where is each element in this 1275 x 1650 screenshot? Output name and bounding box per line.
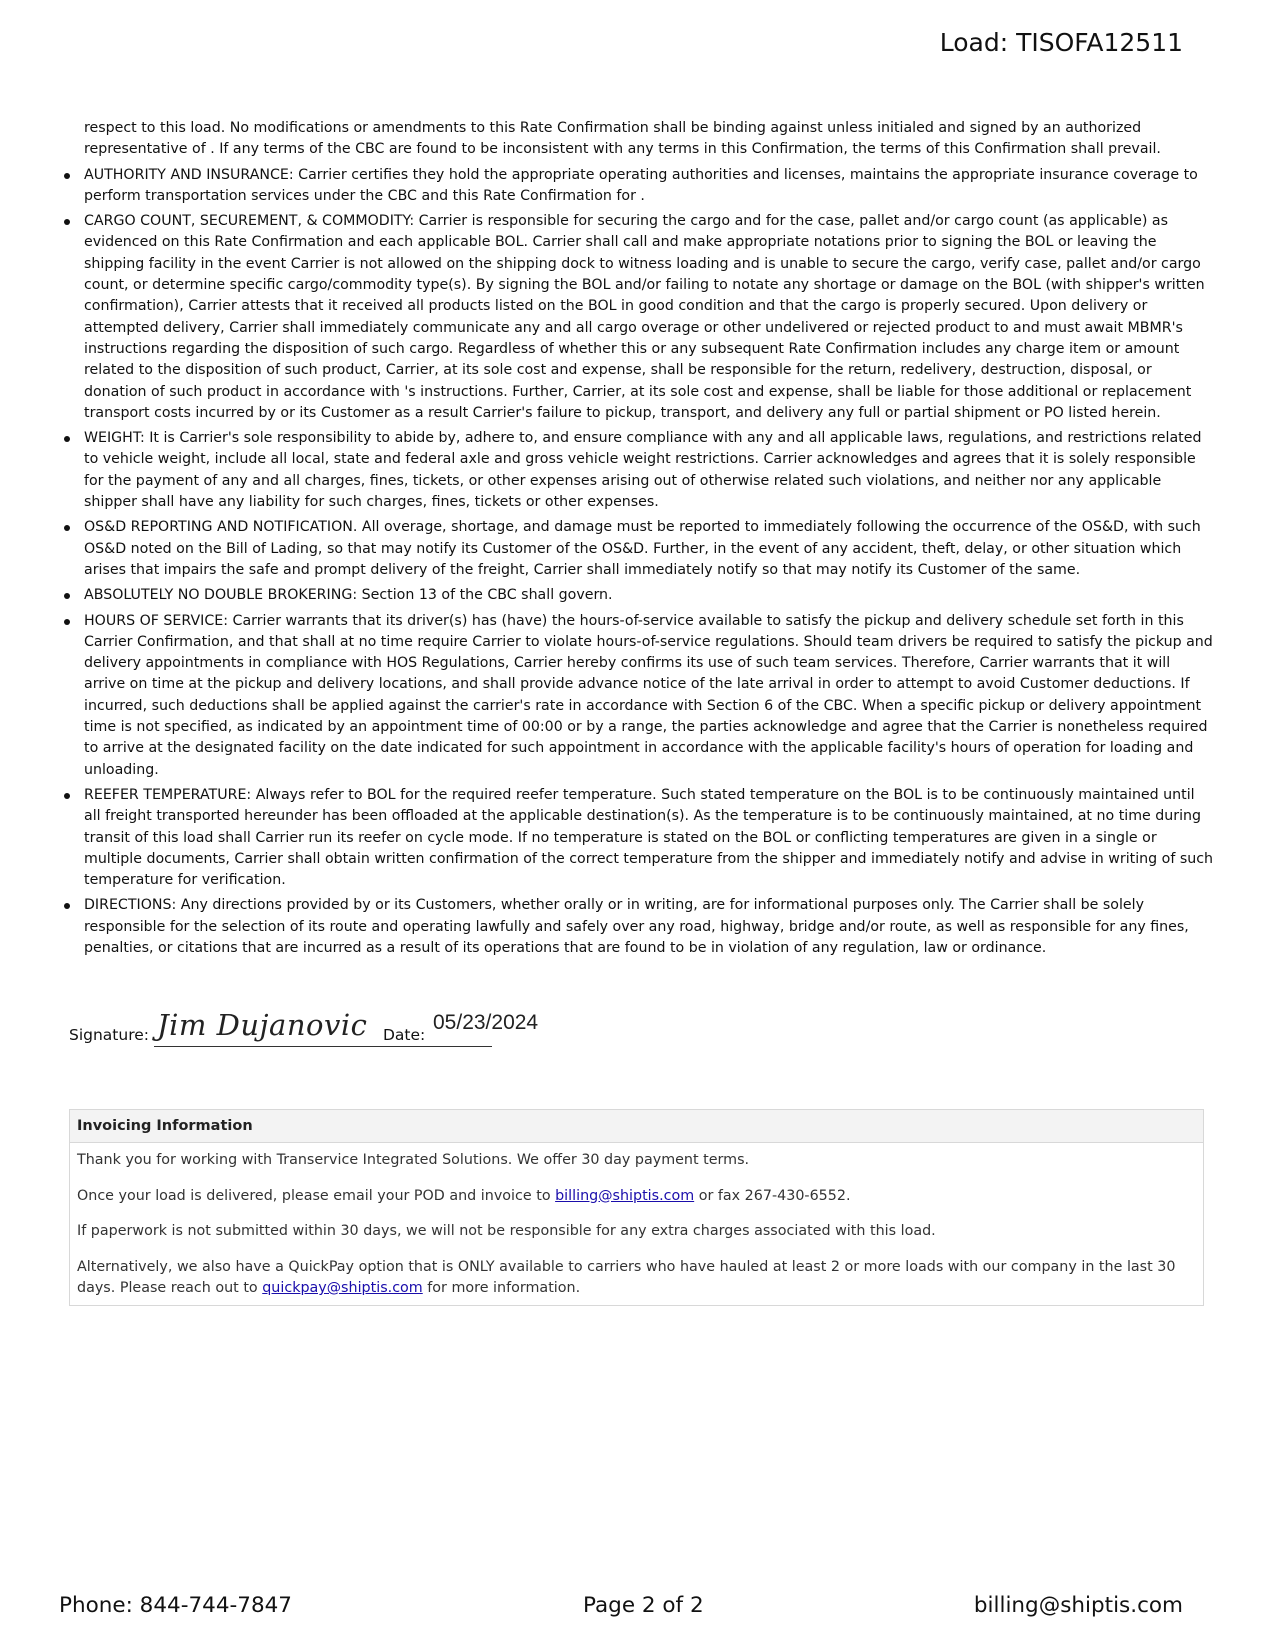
term-osd-reporting: OS&D REPORTING AND NOTIFICATION. All overage, shortage, and damage must be reported to immediately following the occurrence of the OS&D, with such OS&D noted on the Bill of Lading, so that may notify its Customer of the OS&D. Further, in the event of any accident, theft, delay, or other situation which arises that impairs the safe and prompt delivery of the freight, Carrier shall immediately notify so that may notify its Customer of the same. <box>84 517 1214 581</box>
quickpay-email-link[interactable]: quickpay@shiptis.com <box>262 1280 423 1296</box>
invoicing-body <box>70 1143 1203 1300</box>
handwritten-signature: Jim Dujanovic <box>157 1008 368 1042</box>
footer-email: billing@shiptis.com <box>973 1593 1183 1618</box>
terms-section <box>84 118 1214 963</box>
quickpay-text: Alternatively, we also have a QuickPay option that is ONLY available to carriers who have hauled at least 2 or more loads with our company in the last 30 days. Please reach out to <box>77 1258 1176 1296</box>
footer-phone: Phone: 844-744-7847 <box>59 1593 292 1618</box>
date-value: 05/23/2024 <box>433 1011 539 1034</box>
date-label: Date: <box>383 1026 426 1044</box>
term-weight: WEIGHT: It is Carrier's sole responsibility to abide by, adhere to, and ensure compliance with any and all applicable laws, regulations, and restrictions related to vehicle weight, include all local, state and federal axle and gross vehicle weight restrictions. Carrier acknowledges and agrees that it is solely responsible for the payment of any and all charges, fines, tickets, or other expenses arising out of otherwise related such violations, and neither nor any applicable shipper shall have any liability for such charges, fines, tickets or other expenses. <box>84 428 1214 513</box>
signature-line <box>154 1046 448 1047</box>
invoicing-fax-text: or fax 267-430-6552. <box>694 1187 851 1204</box>
invoicing-thanks: Thank you for working with Transervice Integrated Solutions. We offer 30 day payment terms. <box>77 1152 750 1168</box>
term-reefer-temperature: REEFER TEMPERATURE: Always refer to BOL for the required reefer temperature. Such stated temperature on the BOL is to be continuously maintained until all freight transported hereunder has been offloaded at the applicable destination(s). As the temperature is to be continuously maintained, at no time during transit of this load shall Carrier run its reefer on cycle mode. If no temperature is stated on the BOL or conflicting temperatures are given in a single or multiple documents, Carrier shall obtain written confirmation of the correct temperature from the shipper and immediately notify and advise in writing of such temperature for verification. <box>84 785 1214 891</box>
term-hours-of-service: HOURS OF SERVICE: Carrier warrants that its driver(s) has (have) the hours-of-service available to satisfy the pickup and delivery schedule set forth in this Carrier Confirmation, and that shall at no time require Carrier to violate hours-of-service regulations. Should team drivers be required to satisfy the pickup and delivery appointments in compliance with HOS Regulations, Carrier hereby confirms its use of such team services. Therefore, Carrier warrants that it will arrive on time at the pickup and delivery locations, and shall provide advance notice of the late arrival in order to attempt to avoid Customer deductions. If incurred, such deductions shall be applied against the carrier's rate in accordance with Section 6 of the CBC. When a specific pickup or delivery appointment time is not specified, as indicated by an appointment time of 00:00 or by a range, the parties acknowledge and agree that the Carrier is nonetheless required to arrive at the designated facility on the date indicated for such appointment in accordance with the applicable facility's hours of operation for loading and unloading. <box>84 611 1214 781</box>
billing-email-link[interactable]: billing@shiptis.com <box>555 1187 695 1204</box>
invoicing-quickpay <box>77 1257 1196 1300</box>
term-authority-insurance: AUTHORITY AND INSURANCE: Carrier certifies they hold the appropriate operating authorities and licenses, maintains the appropriate insurance coverage to perform transportation services under the CBC and this Rate Confirmation for . <box>84 165 1214 208</box>
signature-label: Signature: <box>69 1026 149 1044</box>
footer-page-number: Page 2 of 2 <box>583 1593 704 1618</box>
term-no-double-brokering: ABSOLUTELY NO DOUBLE BROKERING: Section 13 of the CBC shall govern. <box>84 585 1214 606</box>
invoicing-delivery-text: Once your load is delivered, please email your POD and invoice to <box>77 1187 556 1204</box>
invoicing-deadline: If paperwork is not submitted within 30 days, we will not be responsible for any extra charges associated with this load. <box>77 1223 936 1239</box>
signature-row <box>69 1008 669 1048</box>
invoicing-information-box <box>69 1109 1204 1306</box>
load-number: Load: TISOFA12511 <box>939 28 1183 57</box>
term-directions: DIRECTIONS: Any directions provided by or its Customers, whether orally or in writing, are for informational purposes only. The Carrier shall be solely responsible for the selection of its route and operating lawfully and safely over any road, highway, bridge and/or route, as well as responsible for any fines, penalties, or citations that are incurred as a result of its operations that are found to be in violation of any regulation, law or ordinance. <box>84 895 1214 959</box>
quickpay-more-info-text: for more information. <box>422 1280 581 1296</box>
invoicing-delivery-instructions <box>77 1186 1196 1208</box>
term-cargo-count: CARGO COUNT, SECUREMENT, & COMMODITY: Carrier is responsible for securing the cargo and for the case, pallet and/or cargo count (as applicable) as evidenced on this Rate Confirmation and each applicable BOL. Carrier shall call and make appropriate notations prior to signing the BOL or leaving the shipping facility in the event Carrier is not allowed on the shipping dock to witness loading and is unable to secure the cargo, verify case, pallet and/or cargo count, or determine specific cargo/commodity type(s). By signing the BOL and/or failing to notate any shortage or damage on the BOL (with shipper's written confirmation), Carrier attests that it received all products listed on the BOL in good condition and that the cargo is properly secured. Upon delivery or attempted delivery, Carrier shall immediately communicate any and all cargo overage or other undelivered or rejected product to and must await MBMR's instructions regarding the disposition of such cargo. Regardless of whether this or any subsequent Rate Confirmation includes any charge item or amount related to the disposition of such product, Carrier, at its sole cost and expense, shall be responsible for the return, redelivery, destruction, disposal, or donation of such product in accordance with 's instructions. Further, Carrier, at its sole cost and expense, shall be liable for those additional or replacement transport costs incurred by or its Customer as a result Carrier's failure to pickup, transport, and delivery any full or partial shipment or PO listed herein. <box>84 211 1214 424</box>
terms-lead-paragraph: respect to this load. No modifications or amendments to this Rate Confirmation shall be binding against unless initialed and signed by an authorized representative of . If any terms of the CBC are found to be inconsistent with any terms in this Confirmation, the terms of this Confirmation shall prevail. <box>84 120 1161 158</box>
date-line <box>430 1046 492 1047</box>
invoicing-title: Invoicing Information <box>70 1110 1203 1143</box>
terms-list <box>84 165 1214 960</box>
